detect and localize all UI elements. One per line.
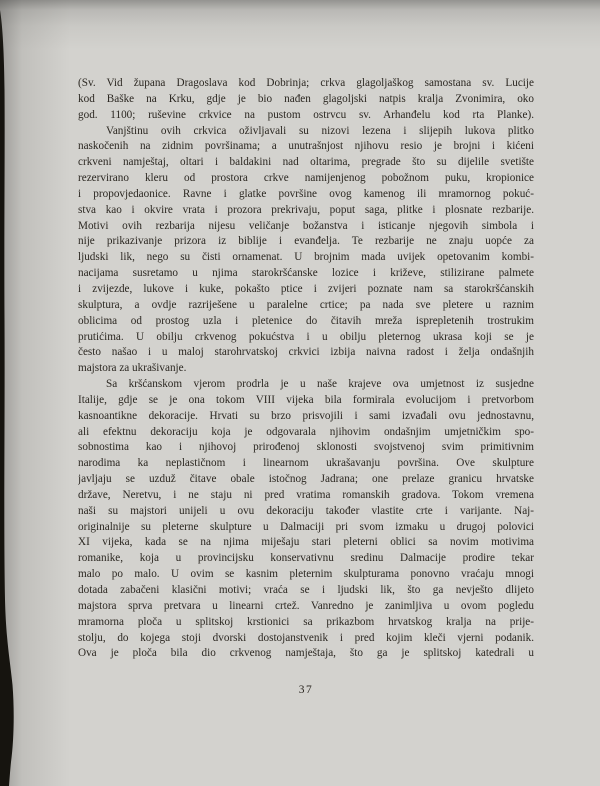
text-line: ali efektnu dekoraciju koja je odgovarala njihovim ondašnjim umjetničkim spo-	[78, 425, 534, 438]
text-line: Ova je ploča bila dio crkvenog namještaja, što ga je splitskoj katedrali u	[78, 647, 534, 660]
text-line: stolju, do kojega stoji dvorski dostojanstvenik i pred kojim kleči vjerni podanik.	[78, 631, 534, 644]
text-line: god. 1100; ruševine crkvice na pustom ostrvcu sv. Arhanđelu kod rta Planke).	[78, 108, 534, 121]
book-gutter-shadow	[0, 0, 22, 786]
text-line: malo po malo. U ovim se kasnim pleternim skulpturama ponovno vraćaju mnogi	[78, 568, 534, 581]
text-line: Motivi ovih rezbarija nijesu veličanje božanstva i isticanje njegovih simbola i	[78, 219, 534, 232]
text-line: skulptura, a ovdje razriješene u paralelne crtice; pa nada sve pletere u raznim	[78, 298, 534, 311]
text-line: i zvijezde, lukove i kuke, pokašto ptice i zvijeri poznate nam sa starokršćanskih	[78, 282, 534, 295]
page-number: 37	[298, 684, 314, 696]
text-line: crkveni namještaj, oltari i baldakini nad oltarima, pregrade što su dijelile svetište	[78, 156, 534, 169]
text-line: narodima ka neplastičnom i linearnom ukrašavanju površina. Ove skulpture	[78, 457, 534, 470]
text-line: romanike, koja u provincijsku konservativnu sredinu Dalmacije prodire tekar	[78, 552, 534, 565]
text-line: majstora sprva pretvara u linearni crtež. Vanredno je zanimljiva u ovom pogledu	[78, 599, 534, 612]
text-line: prutićima. U obilju crkvenog pokućstva i u obilju pleternog ukrasa koji se je	[78, 330, 534, 343]
text-line: javljaju se uzduž čitave obale istočnog Jadrana; one prelaze granicu hrvatske	[78, 473, 534, 486]
paragraph	[78, 76, 534, 124]
text-line: često našao i u maloj starohrvatskoj crkvici izbija naivna radost i želja ondašnjih	[78, 346, 534, 359]
text-line: majstora za ukrašivanje.	[78, 362, 187, 375]
text-line: kod Baške na Krku, gdje je bio nađen glagoljski natpis kralja Zvonimira, oko	[78, 92, 534, 105]
text-line: mramorna ploča u splitskoj krstionici sa prikazbom hrvatskog kralja na prije-	[78, 615, 534, 628]
text-line: XI vijeka, kada se na njima miješaju stari pleterni oblici sa novim motivima	[78, 536, 534, 549]
text-line: i propovjedaonice. Ravne i glatke površine ovog kamenog ili mramornog pokuć-	[78, 187, 534, 200]
text-line: naši su majstori unijeli u ovu dekoraciju također vlastite crte i varijante. Naj-	[78, 504, 534, 517]
paragraph	[78, 124, 534, 378]
text-line: nacijama susretamo u njima starokršćanske lozice i križeve, stilizirane palmete	[78, 267, 534, 280]
text-line: dotada zabačeni klasični motivi; vraća se i ljudski lik, što ga nevješto dlijeto	[78, 584, 534, 596]
text-line: originalnije su pleterne skulpture u Dalmaciji pri svom izmaku u drugoj polovici	[78, 520, 534, 533]
text-line: naskočenih na zidnim površinama; a unutrašnjost njihovu resio je brojni i kićeni	[78, 140, 534, 153]
text-line: oblicima od prostog uzla i pletenice do čitavih mreža isprepletenih trostrukim	[78, 314, 534, 327]
gutter-shape	[0, 10, 14, 786]
text-block	[78, 76, 534, 662]
text-line: rezervirano kleru od prostora crkve namijenjenog pobožnom puku, kropionice	[78, 172, 534, 185]
text-line: nije prikazivanje prizora iz biblije i evanđelja. Te rezbarije ne znaju uopće za	[78, 235, 534, 248]
text-line: ljudski lik, nego su čisti ornamenat. U brojnim mada uvijek opetovanim kombi-	[78, 251, 534, 264]
text-line: Vanjštinu ovih crkvica oživljavali su nizovi lezena i slijepih lukova plitko	[106, 124, 534, 137]
text-line: Italije, gdje se je ona tokom VIII vijeka bila formirala evolucijom i pretvorbom	[78, 393, 534, 406]
text-line: Sa kršćanskom vjerom prodrla je u naše krajeve ova umjetnost iz susjedne	[106, 378, 534, 391]
paragraph	[78, 377, 534, 662]
text-line: (Sv. Vid župana Dragoslava kod Dobrinja; crkva glagoljaškog samostana sv. Lucije	[78, 77, 534, 89]
text-line: države, Neretvu, i ne staju ni pred vratima romanskih gradova. Tokom vremena	[78, 488, 534, 501]
text-line: stva kao i okvire vrata i prozora prekrivaju, poput saga, plitke i plosnate rezbarije.	[78, 203, 534, 216]
text-line: sobnostima kao i njihovoj prirođenoj sklonosti svojstvenoj svim primitivnim	[78, 441, 534, 454]
text-line: kasnoantikne dekoracije. Hrvati su brzo prisvojili i sami izvađali ovu jednostavnu,	[78, 409, 534, 422]
